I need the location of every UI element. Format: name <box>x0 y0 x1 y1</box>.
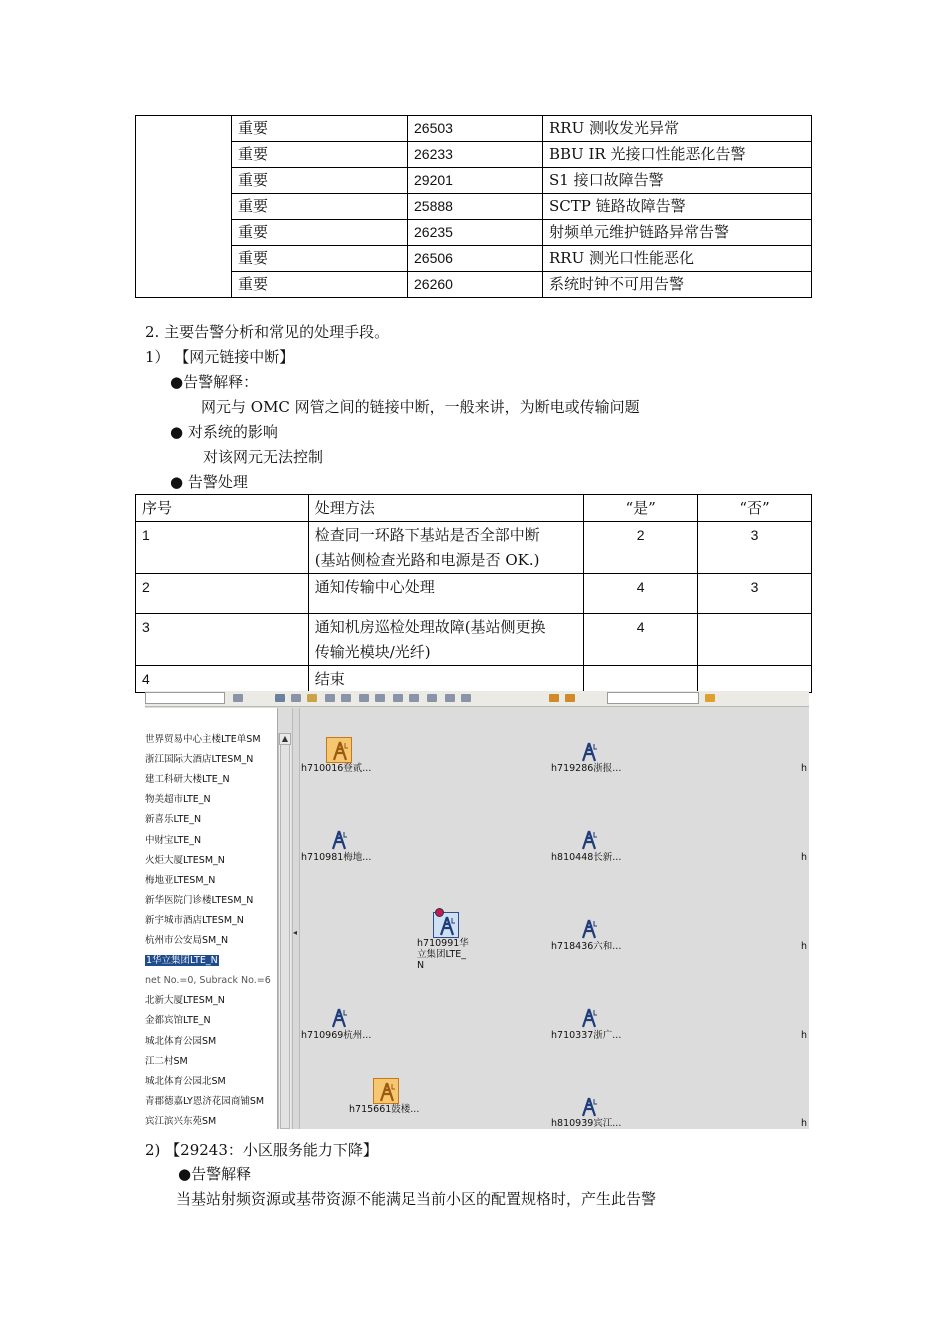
tree-item[interactable] <box>145 995 225 1007</box>
tree-item[interactable] <box>145 915 244 927</box>
alarm-level: 重要 <box>232 116 408 142</box>
item1-explain-label: ●告警解释： <box>170 373 259 391</box>
node-label: h719286浙报... <box>551 763 622 774</box>
tree-item[interactable] <box>145 754 253 766</box>
enodeb-tower-icon <box>326 1005 352 1031</box>
tree-item-label: 新喜乐LTE_N <box>145 814 202 826</box>
tree-item[interactable] <box>145 935 228 947</box>
header-no: “否” <box>698 495 812 522</box>
alarm-code: 26235 <box>408 220 543 246</box>
node-label: 立集团LTE_ <box>417 949 467 960</box>
tree-item[interactable] <box>145 1036 216 1048</box>
row-method: 通知传输中心处理 <box>308 574 584 614</box>
alarm-table <box>135 115 812 298</box>
row-method-line: (基站侧检查光路和电源是否 OK.) <box>314 551 540 569</box>
node-label: h810939宾江... <box>551 1118 622 1129</box>
row-no <box>698 614 812 666</box>
tree-item-label: 梅地亚LTESM_N <box>145 874 216 886</box>
procedure-table <box>135 494 812 693</box>
tree-item[interactable] <box>145 1096 264 1108</box>
alarm-name: RRU 测收发光异常 <box>543 116 812 142</box>
toolbar-button-icon[interactable] <box>325 694 335 702</box>
tree-item-label: 金都宾馆LTE_N <box>145 1015 211 1027</box>
tree-item[interactable] <box>145 955 219 967</box>
tree-item[interactable] <box>145 835 201 847</box>
row-yes: 4 <box>584 574 698 614</box>
tree-item-label: 物美超市LTE_N <box>145 794 211 806</box>
tree-item-label: 世界贸易中心主楼LTE单SM <box>145 734 261 745</box>
alarm-name: RRU 测光口性能恶化 <box>543 246 812 272</box>
toolbar-button-icon[interactable] <box>427 694 437 702</box>
toolbar-search-field[interactable] <box>607 692 699 704</box>
tree-item[interactable] <box>145 875 215 887</box>
tree-item[interactable] <box>145 1056 188 1068</box>
item1-impact-text: 对该网元无法控制 <box>203 448 324 466</box>
item1-explain-text: 网元与 OMC 网管之间的链接中断，一般来讲，为断电或传输问题 <box>201 398 640 416</box>
table-row <box>136 574 812 614</box>
ne-tree-panel[interactable] <box>145 708 278 1129</box>
panel-splitter[interactable] <box>292 708 300 1129</box>
tree-item-label: 建工科研大楼LTE_N <box>145 774 230 786</box>
tree-item[interactable] <box>145 1116 216 1128</box>
node-label: h710337浙广... <box>551 1030 622 1041</box>
tree-item-label: 中财宝LTE_N <box>145 834 202 846</box>
tree-item-label: 1华立集团LTE_N <box>146 955 218 967</box>
node-label: h715661鼓楼... <box>349 1104 420 1115</box>
tree-item-label: 城北体育公园SM <box>145 1035 217 1047</box>
table-row <box>136 194 812 220</box>
tree-item[interactable] <box>145 794 211 806</box>
collapse-arrow-icon[interactable]: ◂ <box>293 928 298 937</box>
row-number: 1 <box>136 522 309 574</box>
alarm-level: 重要 <box>232 142 408 168</box>
topology-canvas[interactable] <box>301 708 809 1129</box>
tree-item-label: net No.=0, Subrack No.=6 <box>145 975 271 987</box>
tree-item[interactable] <box>145 1015 211 1027</box>
node-label-clipped: h <box>801 941 808 952</box>
tree-item-label: 新华医院门诊楼LTESM_N <box>145 894 254 906</box>
alarm-code: 26233 <box>408 142 543 168</box>
node-label-clipped: h <box>801 1030 808 1041</box>
alarm-name: 系统时钟不可用告警 <box>543 272 812 298</box>
item1-impact-label: ● 对系统的影响 <box>170 423 278 441</box>
enodeb-tower-icon <box>576 827 602 853</box>
tree-item-label: 城北体育公园北SM <box>145 1075 226 1087</box>
alarm-code: 25888 <box>408 194 543 220</box>
tree-item-label: 宾江滨兴东苑SM <box>145 1115 217 1127</box>
header-number: 序号 <box>136 495 309 522</box>
table-row <box>136 116 812 142</box>
scroll-up-icon[interactable]: ▲ <box>279 733 291 745</box>
tree-item[interactable] <box>145 855 225 867</box>
toolbar-button-icon[interactable] <box>393 694 403 702</box>
toolbar-button-icon[interactable] <box>549 694 559 702</box>
toolbar-button-icon[interactable] <box>359 694 369 702</box>
enodeb-tower-icon <box>373 1078 399 1104</box>
node-label: h710991华 <box>417 938 469 949</box>
merged-category-cell <box>136 116 232 298</box>
alarm-level: 重要 <box>232 220 408 246</box>
omc-topology-screenshot <box>145 691 809 1129</box>
item2-explain-text: 当基站射频资源或基带资源不能满足当前小区的配置规格时，产生此告警 <box>176 1190 657 1208</box>
toolbar-button-icon[interactable] <box>565 694 575 702</box>
tree-item[interactable] <box>145 814 201 826</box>
enodeb-tower-icon <box>326 737 352 763</box>
tree-item-label: 浙江国际大酒店LTESM_N <box>145 754 254 766</box>
toolbar-button-icon[interactable] <box>409 694 419 702</box>
alarm-indicator-icon <box>435 908 444 917</box>
row-number: 2 <box>136 574 309 614</box>
row-method: 结束 <box>308 666 584 693</box>
tree-item[interactable] <box>145 895 253 907</box>
row-method-line: 传输光模块/光纤) <box>314 643 431 661</box>
tree-item[interactable] <box>145 734 261 746</box>
tree-item[interactable] <box>145 774 230 786</box>
toolbar-button-icon[interactable] <box>375 694 385 702</box>
node-label-clipped: h <box>801 1118 808 1129</box>
node-label: h810448长新... <box>551 852 622 863</box>
node-label: h718436六和... <box>551 941 622 952</box>
row-method-line: 检查同一环路下基站是否全部中断 <box>314 526 540 544</box>
alarm-code: 26503 <box>408 116 543 142</box>
table-row <box>136 246 812 272</box>
item1-title: 1） 【网元链接中断】 <box>145 348 295 366</box>
table-row <box>136 666 812 693</box>
scrollbar-thumb[interactable] <box>280 733 290 1129</box>
item1-handle-label: ● 告警处理 <box>170 473 248 491</box>
alarm-level: 重要 <box>232 194 408 220</box>
item2-explain-label: ●告警解释 <box>178 1165 252 1183</box>
procedure-table-header <box>136 495 812 522</box>
toolbar-button-icon[interactable] <box>233 694 243 702</box>
toolbar-button-icon[interactable] <box>341 694 351 702</box>
item2-title: 2) 【29243：小区服务能力下降】 <box>145 1141 378 1159</box>
tree-item[interactable] <box>145 1076 226 1088</box>
tree-item-label: 火炬大厦LTESM_N <box>145 854 225 866</box>
node-label: h710016登贰... <box>301 763 372 774</box>
alarm-level: 重要 <box>232 272 408 298</box>
row-method <box>308 522 584 574</box>
toolbar-button-icon[interactable] <box>461 694 471 702</box>
row-number: 4 <box>136 666 309 693</box>
toolbar-button-icon[interactable] <box>705 694 715 702</box>
toolbar-dropdown[interactable] <box>145 692 225 704</box>
row-yes: 4 <box>584 614 698 666</box>
node-label: h710969杭州... <box>301 1030 372 1041</box>
alarm-name: BBU IR 光接口性能恶化告警 <box>543 142 812 168</box>
enodeb-tower-icon <box>576 1094 602 1120</box>
node-label-clipped: h <box>801 763 808 774</box>
alarm-code: 26260 <box>408 272 543 298</box>
alarm-level: 重要 <box>232 246 408 272</box>
node-label: h710981梅地... <box>301 852 372 863</box>
tree-item-label: 新宇城市酒店LTESM_N <box>145 914 244 926</box>
alarm-name: SCTP 链路故障告警 <box>543 194 812 220</box>
header-method: 处理方法 <box>308 495 584 522</box>
tree-item-label: 青郡德嘉LY恩济花园商铺SM <box>145 1095 265 1107</box>
toolbar-button-icon[interactable] <box>275 694 285 702</box>
tree-item-label: 北新大厦LTESM_N <box>145 995 225 1007</box>
row-yes <box>584 666 698 693</box>
tree-item[interactable] <box>145 975 271 987</box>
toolbar-button-icon[interactable] <box>291 694 301 702</box>
toolbar-button-icon[interactable] <box>307 694 317 702</box>
enodeb-tower-icon <box>576 739 602 765</box>
row-yes: 2 <box>584 522 698 574</box>
toolbar-button-icon[interactable] <box>445 694 455 702</box>
table-row <box>136 272 812 298</box>
row-no: 3 <box>698 574 812 614</box>
table-row <box>136 522 812 574</box>
row-method <box>308 614 584 666</box>
node-label: N <box>417 960 425 971</box>
row-number: 3 <box>136 614 309 666</box>
row-method-line: 通知机房巡检处理故障(基站侧更换 <box>314 618 546 636</box>
table-row <box>136 168 812 194</box>
row-no: 3 <box>698 522 812 574</box>
row-no <box>698 666 812 693</box>
header-yes: “是” <box>584 495 698 522</box>
tree-item-label: 杭州市公安局SM_N <box>145 935 229 946</box>
table-row <box>136 614 812 666</box>
toolbar <box>145 691 809 707</box>
alarm-name: S1 接口故障告警 <box>543 168 812 194</box>
table-row <box>136 220 812 246</box>
enodeb-tower-icon <box>576 1005 602 1031</box>
enodeb-tower-icon <box>326 827 352 853</box>
alarm-level: 重要 <box>232 168 408 194</box>
enodeb-tower-icon <box>576 916 602 942</box>
table-row <box>136 142 812 168</box>
alarm-code: 29201 <box>408 168 543 194</box>
alarm-code: 26506 <box>408 246 543 272</box>
section-heading: 2. 主要告警分析和常见的处理手段。 <box>145 323 390 341</box>
tree-item-label: 江二村SM <box>145 1055 188 1067</box>
tree-scrollbar[interactable] <box>278 733 291 1129</box>
node-label-clipped: h <box>801 852 808 863</box>
alarm-name: 射频单元维护链路异常告警 <box>543 220 812 246</box>
